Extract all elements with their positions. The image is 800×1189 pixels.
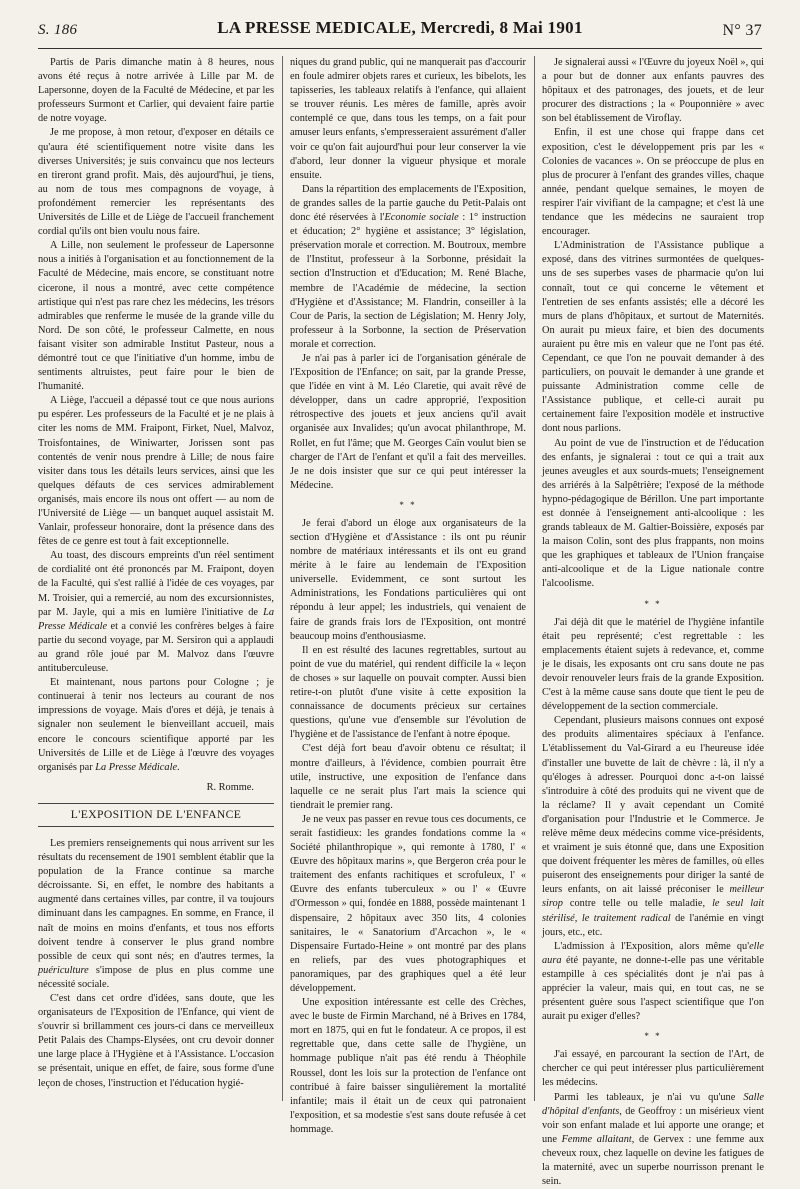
text-run: Les premiers renseignements qui nous arrivent sur les résultats du recensement de 1901 semblent établir que la population de la France continue sa marche décroissante. Si, en effet, le nombre des habitants a augmenté dans certaines villes, par contre, il va toujours diminuant dans les campagnes. En somme, en France, il naît de moins en moins d'enfants, et tous nos efforts doivent tendre à conserver le plus grand nombre possible de ceux qui sont nés; en d'autres termes, la bbox=[38, 837, 274, 962]
paragraph: Partis de Paris dimanche matin à 8 heures, nous avons été reçus à notre arrivée à Lille par M. de Lapersonne, doyen de la Faculté de Médecine, et par les professeurs Surmont et Carlier, qui devaient faire partie de notre voyage. bbox=[38, 57, 274, 125]
text-run: contre telle ou telle maladie, bbox=[562, 898, 713, 910]
paragraph bbox=[542, 1091, 764, 1189]
paragraph bbox=[290, 183, 526, 352]
column-divider bbox=[282, 56, 283, 1101]
text-italic: La Presse Médicale bbox=[38, 606, 274, 632]
text-italic: La Presse Médicale bbox=[95, 761, 178, 773]
text-italic: Femme allaitant bbox=[561, 1133, 632, 1145]
paragraph: niques du grand public, qui ne manquerait pas d'accourir en foule admirer objets rares et curieux, les bibelots, les tapisseries, les tableaux relatifs à l'enfance, qui allaient se trouver réunis. Les mères de famille, après avoir contemplé ce que, dans tous les temps, on a fait pour amuser leurs enfants, s'empresseraient assurément d'aller voir ce qu'on fait aujourd'hui pour leur conserver la vie d'abord, leur donner la vigueur physique et morale ensuite. bbox=[290, 57, 526, 181]
text-italic: puériculture bbox=[38, 964, 89, 976]
text-run: Dans la répartition des emplacements de l'Exposition, de grandes salles de la partie gauche du Petit-Palais ont donc été réservées à l' bbox=[290, 183, 526, 224]
column-3 bbox=[542, 56, 765, 1188]
column-divider bbox=[534, 56, 535, 1101]
column-2 bbox=[290, 56, 526, 1135]
section-break: * * bbox=[644, 598, 662, 609]
text-italic: Economie sociale bbox=[384, 212, 459, 224]
text-run: L'admission à l'Exposition, alors même qu' bbox=[554, 940, 750, 952]
paragraph: A Liège, l'accueil a dépassé tout ce que nous aurions pu espérer. Les professeurs de la Faculté et je ne plais à citer les noms de MM. Fraipont, Firket, Nuel, Malvoz, Troisfontaines, de Winiwarter, Jorissen sont pas contentés de venir nous prendre à Lille; de nous faire visiter dans tous les détails leurs services, ainsi que les quelques défauts de ces services admirablement organisés, mais encore ils nous ont offert — au nom de l'Université de Liège — un banquet auquel assistait M. Vanlair, professeur honoraire, dont la présence dans des fêtes de ce genre est tout à fait exceptionnelle. bbox=[38, 395, 274, 548]
paragraph: Au point de vue de l'instruction et de l'éducation des enfants, je signalerai : tout ce qui a trait aux jeunes aveugles et aux sourds-muets; l'enseignement des arriérés à la Salpêtrière; l'exposé de la méthode hypno-pédagogique de Bérillon. Une part importante est donnée à l'enseignement anti-alcoolique : les grands tableaux de M. Galtier-Boissière, exposés par la maison Colin, sont des plus frappants, non moins que les graphiques et tableaux de l'Union française anti-alcoolique et de la Ligue nationale contre l'alcoolisme. bbox=[542, 437, 764, 590]
text-run: , de Geoffroy : un misérieux vient voir son enfant malade et lui apporte une orange; et une bbox=[542, 1105, 765, 1145]
text-italic: elle aura bbox=[542, 940, 764, 966]
paragraph bbox=[38, 837, 274, 992]
paragraph: Je signalerai aussi « l'Œuvre du joyeux Noël », qui a pour but de donner aux enfants pauvres des hôpitaux et des patronages, des jouets, et de leur procurer des distractions ; la « Pouponnière » avec son bel établissement de Viroflay. bbox=[542, 57, 764, 125]
issue-number: N° 37 bbox=[722, 22, 762, 39]
text-run: été payante, ne donne-t-elle pas une véritable estampille à ces spécialités dont je n'ai pas à apprécier la valeur, mais qui, en tout cas, ne se présentent guère sous l'aspect scientifique que l'on aurait pu exiger d'elles? bbox=[542, 954, 764, 1023]
text-run: Cependant, plusieurs maisons connues ont exposé des produits alimentaires spéciaux à l'enfance. L'établissement du Val-Girard a eu l'heureuse idée d'installer une buvette de lait de chèvre : là, il n'y a qu'éloges à adresser. Pourquoi donc a-t-on laissé s'introduire à côté des produits qui ne vivent que de la réclame? Il y avait cependant un Comité d'organisation pour l'Industrie et le Commerce. Je relève même deux médecins comme vice-présidents, et vraiment je suis étonné que, dans une Exposition que doivent fréquenter les mères de familles, où elles puiseront des enseignements pour diriger la santé de leurs enfants, on ait laissé préconiser le bbox=[542, 715, 764, 896]
paragraph: Il en est résulté des lacunes regrettables, surtout au point de vue du matériel, qui rendent difficile la « leçon de choses » sur laquelle on pouvait compter. Aussi bien retire-t-on plutôt d'une visite à cette exposition la connaissance de documents précieux sur certaines questions, qu'une vue d'ensemble sur l'évolution de l'hygiène et de l'assistance de l'enfant à notre époque. bbox=[290, 644, 526, 741]
paragraph bbox=[542, 940, 764, 1025]
author-signature: R. Romme. bbox=[206, 781, 254, 793]
paragraph: C'est dans cet ordre d'idées, sans doute, que les organisateurs de l'Exposition de l'Enfance, qui vient de s'ouvrir si brillamment ces jours-ci dans ce merveilleux Petit Palais des Champs-Elysées, ont cru devoir donner une large place à l'Hygiène et à l'Assistance. L'occasion se présentait, unique en effet, de faire, sous forme d'une leçon de choses, l'instruction et l'éducation hygié- bbox=[38, 993, 274, 1089]
paragraph: Je me propose, à mon retour, d'exposer en détails ce qu'aura été scientifiquement notre visite dans les diverses Universités; je suis convaincu que nos lecteurs en tireront grand profit. Mais, dès aujourd'hui, je tiens, au nom de tous mes compagnons de voyage, à profondément remercier les représentants des Universités de Lille et de Liège de l'accueil franchement cordial qu'ils ont bien voulu nous faire. bbox=[38, 127, 274, 238]
paragraph bbox=[38, 676, 274, 775]
paragraph: Une exposition intéressante est celle des Crèches, avec le buste de Firmin Marchand, né à Brives en 1784, mort en 1875, qui en fut le fondateur. A ce propos, il est regrettable que, dans cette salle de l'hygiène, un hommage publique n'ait pas été rendu à Théophile Roussel, dont les lois sur la protection de l'enfance ont contribué à faire baisser singulièrement la mortalité infantile; mais il était un de ceux qui patronaient l'exposition, et sa modestie s'est sans doute refusée à cet hommage. bbox=[290, 997, 526, 1135]
text-run: : 1° instruction et éducation; 2° hygiène et assistance; 3° législation, préservation morale et correction. M. Boutroux, membre de l'Institut, professeur à la Sorbonne, présidait la section d'Instruction et d'Education; M. René Blache, membre de l'Académie de médecine, la section d'Hygiène et d'Assistance; M. Flandrin, conseiller à la Cour de Paris, la section de Législation; M. Henry Joly, professeur à la Sorbonne, la section de Préservation morale et correction. bbox=[290, 212, 526, 350]
paragraph: C'est déjà fort beau d'avoir obtenu ce résultat; il montre d'ailleurs, à l'évidence, combien pourrait être utile, instructive, une exposition de l'enfance dans laquelle ce ne serait plus l'art mais la science qui tiendrait le premier rang. bbox=[290, 743, 526, 811]
paragraph: J'ai déjà dit que le matériel de l'hygiène infantile était peu représenté; c'est regrettable : les emplacements étaient sujets à redevance, et, comme je le disais, les exposants ont cru sans doute ne pas devoir renouveler leurs frais de la grande Exposition. C'est à la même cause sans doute que tient le peu de développement de la section commerciale. bbox=[542, 616, 764, 713]
paragraph: Je ferai d'abord un éloge aux organisateurs de la section d'Hygiène et d'Assistance : ils ont pu réunir nombre de matériaux intéressants et ils ont eu grand mérite à le faire au lendemain de l'Exposition universelle. Evidemment, ce sont surtout les Administrations, les Fondations particulières qui ont répondu à leur appel; les industriels, qui venaient de faire de grands frais lors de l'Exposition, ont montré beaucoup moins d'enthousiasme. bbox=[290, 517, 526, 642]
paragraph bbox=[542, 714, 764, 940]
text-run: Parmi les tableaux, je n'ai vu qu'une bbox=[554, 1091, 744, 1103]
text-run: , de Gervex : une femme aux cheveux roux, chez laquelle on devine les fatigues de la maternité, avec un superbe nourrisson prenant le sein. bbox=[542, 1133, 764, 1188]
paragraph: L'Administration de l'Assistance publique a exposé, dans des vitrines surmontées de quelques-uns de ses superbes vases de pharmacie qu'on lui connaît, tout ce qui concerne le vêtement et l'entretien de ses enfants assistés; elle a décoré les murs de plans d'hôpitaux, et surtout de Maternités. On aurait pu mieux faire, et bien des documents auraient pu être mis en valeur que ne l'ont pas été. Cependant, ce que l'on ne pouvait demander à des particuliers, on pouvait le demander à une grande et puissante Administration comme celle de l'Assistance publique, et celle-ci aurait pu certainement faire l'exposition modèle et instructive dont nous parlions. bbox=[542, 240, 764, 435]
page-header bbox=[38, 18, 762, 46]
section-title: L'EXPOSITION DE L'ENFANCE bbox=[38, 803, 274, 827]
text-run: . bbox=[177, 761, 180, 773]
text-run: Et maintenant, nous partons pour Cologne ; je continuerai à tenir nos lecteurs au courant de nos impressions de voyage. Mais d'ores et déjà, je tenais à signaler non seulement le bienveillant accueil, mais encore le concours scientifique apporté par les Universités de Lille et de Liège à l'œuvre des voyages organisés par bbox=[38, 677, 274, 773]
text-run: Au toast, des discours empreints d'un réel sentiment de cordialité ont été prononcés par M. Fraipont, doyen de la Faculté, qui s'est rallié à l'idée de ces voyages, par M. Troisier, qui a remercié, au nom des excursionnistes, par M. Jayle, qui a mis en lumière l'initiative de bbox=[38, 550, 274, 618]
text-italic: le seul lait stérilisé, le traitement radical bbox=[542, 898, 764, 924]
paragraph: Enfin, il est une chose qui frappe dans cet exposition, c'est le développement pris par les « Colonies de vacances ». On se préoccupe de plus en plus de procurer à l'enfant des grandes villes, chaque année, pendant quelque semaines, le moyen de respirer l'air vivifiant de la campagne; et c'est là une tendance que les médecins ne sauraient trop encourager. bbox=[542, 127, 764, 238]
text-run: de l'anémie en vingt jours, etc., etc. bbox=[542, 912, 764, 938]
paragraph bbox=[38, 549, 274, 676]
text-run: et a convié les confrères belges à faire partie du second voyage, par M. Sersiron qui a applaudi au grand rôle joué par M. Malvoz dans l'œuvre antituberculeuse. bbox=[38, 620, 274, 675]
section-break: * * bbox=[644, 1031, 662, 1042]
paragraph: Je n'ai pas à parler ici de l'organisation générale de l'Exposition de l'Enfance; on sait, par la grande Presse, que l'idée en vint à M. Léo Claretie, qui avait rêvé de développer, dans un cadre approprié, l'exposition rétrospective des jouets et jeux anciens qu'il avait organisée aux Invalides; qu'un avocat philanthrope, M. Rollet, en fut l'âme; que M. Georges Caïn voulut bien se charger de l'Art de l'enfant et qu'il a fait des merveilles. Je ne dois insister que sur ce qui peut intéresser la Médecine. bbox=[290, 352, 526, 491]
header-rule bbox=[38, 48, 762, 49]
paragraph: J'ai essayé, en parcourant la section de l'Art, de chercher ce qui peut intéresser plus particulièrement les médecins. bbox=[542, 1049, 764, 1089]
paragraph: Je ne veux pas passer en revue tous ces documents, ce serait fastidieux: les grandes fondations comme la « Société philanthropique », qui remonte à 1780, l' « Œuvre des hôpitaux marins », que Bergeron créa pour le traitement des enfants rachitiques et scrofuleux, l' « Œuvre des enfants tuberculeux » ou l' « Œuvre d'Ormesson » qui, fondée en 1888, possède maintenant 1 dispensaire, 2 hôpitaux avec 350 lits, 4 colonies sanitaires, le « Sanatorium d'Arcachon », le « Dispensaire Furtado-Heine » ont montré par des plans en reliefs, par des vues photographiques et panoramiques, par des graphiques quel a été leur développement. bbox=[290, 813, 526, 994]
paragraph: A Lille, non seulement le professeur de Lapersonne nous a initiés à l'organisation et au fonctionnement de la Faculté de Médecine, mais encore, se constituant notre cicerone, il nous a montré, avec cette compétence artistique qui n'est pas rare chez les médecins, les trésors admirables que renferme le musée de la grande ville du Nord. De son côté, le professeur Calmette, en nous faisant visiter son admirable Institut Pasteur, nous a démontré tout ce que l'initiative d'un homme, imbu de sentiments altruistes, peut faire pour le bien de l'humanité. bbox=[38, 240, 274, 393]
section-break: * * bbox=[399, 499, 417, 510]
text-run: s'impose de plus en plus comme une nécessité sociale. bbox=[38, 964, 274, 990]
text-italic: Salle d'hôpital d'enfants bbox=[542, 1091, 764, 1117]
column-1 bbox=[38, 56, 274, 1106]
text-italic: meilleur sirop bbox=[542, 884, 764, 910]
journal-title: LA PRESSE MEDICALE, Mercredi, 8 Mai 1901 bbox=[217, 18, 583, 37]
page-number: S. 186 bbox=[38, 22, 78, 38]
